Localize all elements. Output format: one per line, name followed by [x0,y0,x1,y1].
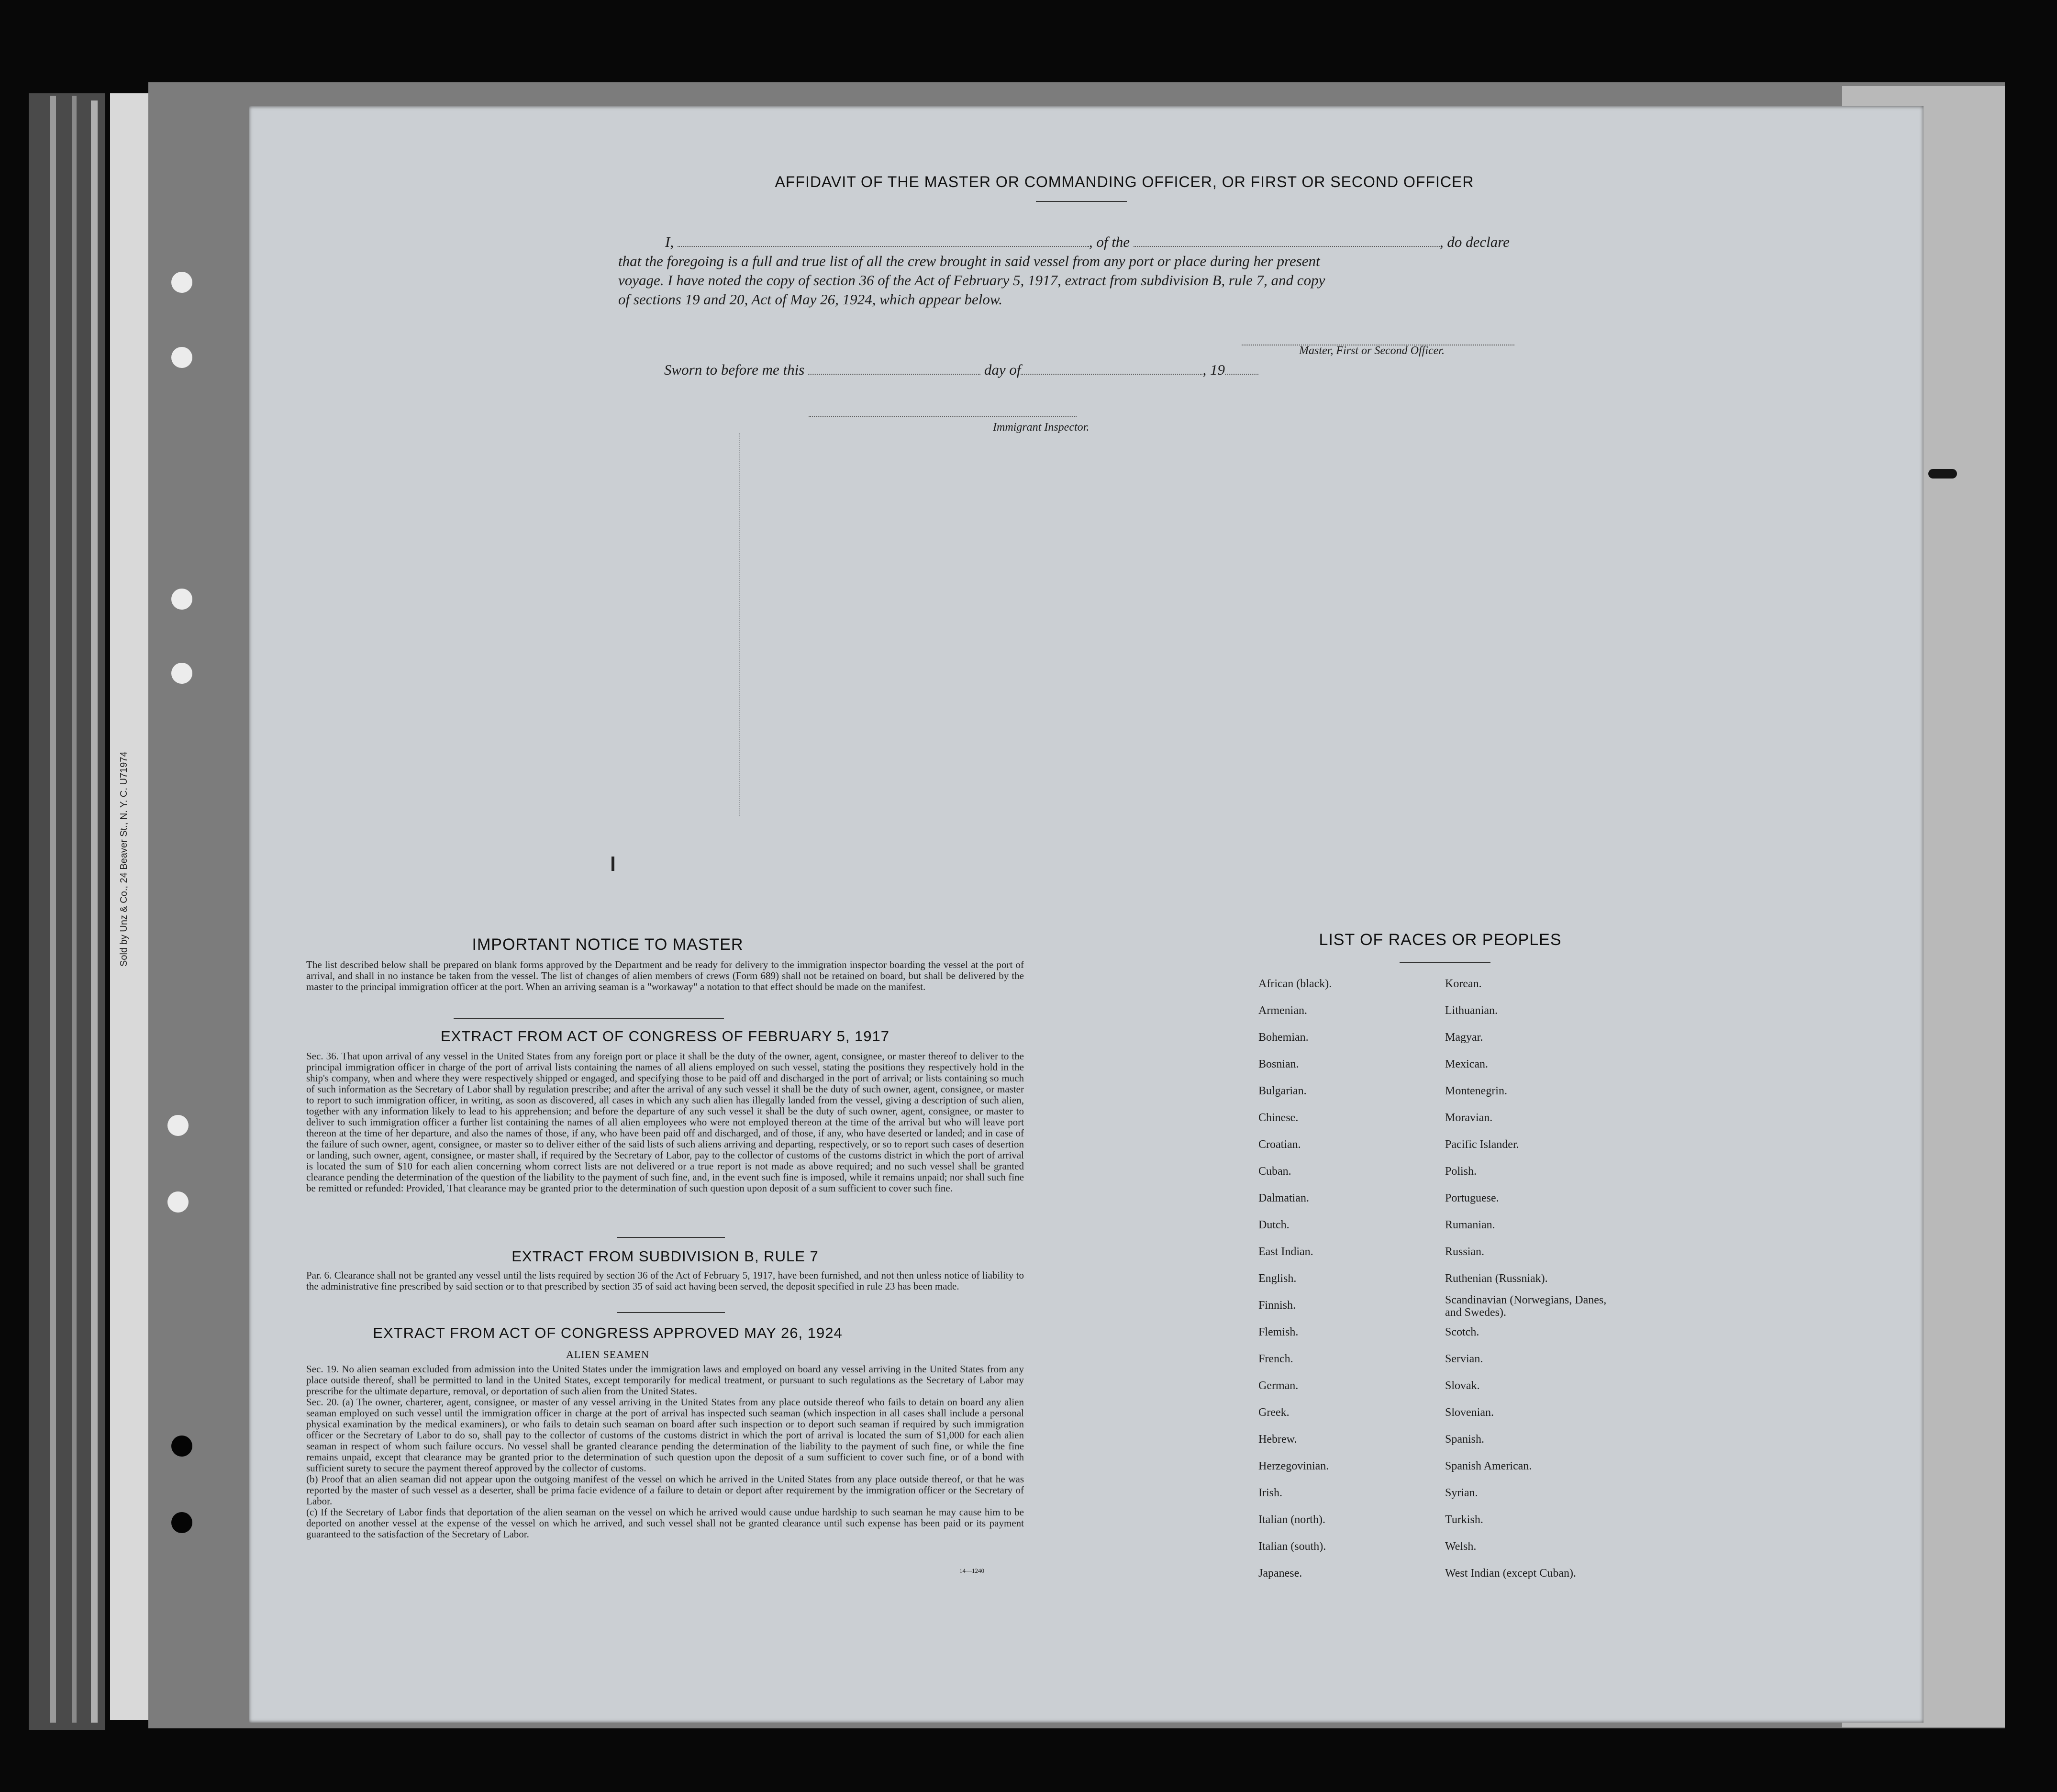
race-item: Ruthenian (Russniak). [1445,1272,1548,1285]
year-label: , 19 [1202,361,1225,378]
section-20b-text: (b) Proof that an alien seaman did not appear upon the outgoing manifest of the vessel on which he arrived in the United States from any place outside thereof, or that he was reported by the master of such vessel as a deserter, shall be prima facie evidence of a failure to detain or deport after requirement by the immigration officer or the Secretary of Labor. [306,1473,1024,1507]
section-rule [617,1312,725,1313]
race-item: West Indian (except Cuban). [1445,1567,1576,1580]
races-column-1 [1258,970,1332,1587]
faint-trace [739,433,740,816]
affidavit-line-1 [665,234,1510,251]
race-item: Herzegovinian. [1258,1460,1329,1472]
year-blank [1225,364,1258,375]
day-of-label: day of [984,361,1021,378]
race-item: Greek. [1258,1406,1290,1419]
race-item: Pacific Islander. [1445,1138,1519,1151]
extract-1917-text: Sec. 36. That upon arrival of any vessel in the United States from any foreign port or place it shall be the duty of the owner, agent, consignee, or master thereof to deliver to the principal immigration officer in charge of the port of arrival lists containing the names of all aliens employed on such vessel, stating the positions they respectively hold in the ship's company, when and where they were respectively shipped or engaged, and specifying those to be paid off and discharged in the port of arrival; or lists containing so much of such information as the Secretary of Labor shall by regulation prescribe; and after the arrival of any such vessel it shall be the duty of such owner, agent, consignee, or master to report to such immigration officer, in writing, as soon as discovered, all cases in which any such alien has illegally landed from the vessel, giving a description of such alien, together with any information likely to lead to his apprehension; and before the departure of any such vessel it shall be the duty of such owner, agent, consignee, or master to deliver to such immigration officer a further list containing the names of all alien employees who were not employed thereon at the time of the arrival but who will leave port thereon at the time of her departure, and also the names of those, if any, who have been paid off and discharged, and of those, if any, who have deserted or landed; and in case of the failure of such owner, agent, consignee, or master so to deliver either of the said lists of such aliens arriving and departing, respectively, or so to report such cases of desertion or landing, such owner, agent, consignee, or master shall, if required by the Secretary of Labor, pay to the collector of customs of the customs district in which the port of arrival is located the sum of $10 for each alien concerning whom correct lists are not delivered or a true report is not made as above required; and no such vessel shall be granted clearance pending the determination of the question of the liability to the payment of such fine, and, in the event such fine is imposed, while it remains unpaid; nor shall such fine be remitted or refunded: Provided, That clearance may be granted prior to the determination of such question upon deposit of a sum sufficient to cover such fine. [306,1050,1024,1194]
race-item: Japanese. [1258,1567,1302,1580]
affidavit-line-4: of sections 19 and 20, Act of May 26, 1924, which appear below. [618,291,1003,308]
binder-clip [1928,469,1957,479]
race-item: Welsh. [1445,1540,1477,1553]
affidavit-line-3: voyage. I have noted the copy of section 36 of the Act of February 5, 1917, extract from subdivision B, rule 7, and copy [618,272,1325,289]
races-heading: LIST OF RACES OR PEOPLES [1319,931,1562,949]
extract-1924-heading: EXTRACT FROM ACT OF CONGRESS APPROVED MAY 26, 1924 [373,1325,843,1341]
vessel-blank [1134,236,1440,247]
race-item: Syrian. [1445,1487,1478,1499]
affidavit-heading: AFFIDAVIT OF THE MASTER OR COMMANDING OFFICER, OR FIRST OR SECOND OFFICER [775,173,1474,190]
race-item: Dutch. [1258,1219,1290,1231]
race-item: Chinese. [1258,1112,1299,1124]
month-blank [1021,364,1202,375]
race-item: Italian (north). [1258,1514,1325,1526]
name-blank [678,236,1089,247]
race-item: Russian. [1445,1246,1485,1258]
race-item: Hebrew. [1258,1433,1297,1446]
race-item: Mexican. [1445,1058,1488,1070]
race-item: Finnish. [1258,1299,1296,1312]
race-item: Slovenian. [1445,1406,1494,1419]
extract-1924-text [306,1364,1024,1540]
affidavit-i: I, [665,234,674,250]
race-item: Irish. [1258,1487,1282,1499]
race-item: Spanish. [1445,1433,1485,1446]
race-item: Croatian. [1258,1138,1301,1151]
race-item: Dalmatian. [1258,1192,1309,1204]
binder-hole [167,1191,189,1213]
printer-imprint: Sold by Unz & Co., 24 Beaver St., N. Y. C. U71974 [119,751,129,967]
day-blank [808,364,980,375]
race-item: English. [1258,1272,1297,1285]
race-item: Slovak. [1445,1380,1480,1392]
alien-seamen-subheading: ALIEN SEAMEN [566,1348,649,1360]
page-edge-line [72,96,77,1723]
extract-1917-heading: EXTRACT FROM ACT OF CONGRESS OF FEBRUARY 5, 1917 [440,1028,890,1045]
heading-rule [1036,201,1127,202]
race-item: Spanish American. [1445,1460,1532,1472]
race-item: Montenegrin. [1445,1085,1507,1097]
section-20a-text: Sec. 20. (a) The owner, charterer, agent, consignee, or master of any vessel arriving in the United States from any place outside thereof who fails to detain on board any alien seaman employed on such vessel until the immigration officer in charge at the port of arrival has inspected such seaman (which inspection in all cases shall include a personal physical examination by the medical examiners), or who fails to detain such seaman on board after such inspection or to deport such seaman if required by such immigration officer or the Secretary of Labor to do so, shall pay to the collector of customs of the customs district in which the port of arrival is located the sum of $1,000 for each alien seaman in respect of whom such failure occurs. No vessel shall be granted clearance pending the determination of the liability to the payment of such fine, or while the fine remains unpaid, except that clearance may be granted prior to the determination of such question upon the deposit of a sum sufficient to cover such fine, or of a bond with sufficient surety to secure the payment thereof approved by the collector of customs. [306,1396,1024,1474]
race-item: Italian (south). [1258,1540,1326,1553]
races-column-2 [1445,970,1617,1587]
race-item: Bohemian. [1258,1031,1309,1044]
race-item: Polish. [1445,1165,1477,1178]
sworn-label: Sworn to before me this [664,361,805,378]
inspector-signature-blank [809,407,1077,417]
race-item: Turkish. [1445,1514,1483,1526]
extract-rule7-text: Par. 6. Clearance shall not be granted any vessel until the lists required by section 36 of the Act of February 5, 1917, have been furnished, and not then unless notice of liability to the administrative fine prescribed by said section or to that prescribed by section 35 of said act having been served, the deposit specified in rule 23 has been made. [306,1269,1024,1292]
race-item: Magyar. [1445,1031,1483,1044]
race-item: Servian. [1445,1353,1483,1365]
heading-rule [1400,962,1490,963]
pen-mark [612,857,614,871]
form-number: 14—1240 [959,1567,984,1574]
page-edge-line [91,100,98,1723]
section-20c-text: (c) If the Secretary of Labor finds that deportation of the alien seaman on the vessel on which he arrived would cause undue hardship to such seaman he may cause him to be deported on another vessel at the expense of the vessel on which he arrived, and such vessel shall not be granted clearance until such expense has been paid or its payment guaranteed to the satisfaction of the Secretary of Labor. [306,1506,1024,1540]
binder-hole [171,1436,192,1457]
section-19-text: Sec. 19. No alien seaman excluded from admission into the United States under the immigration laws and employed on board any vessel arriving in the United States from any place outside thereof, shall be permitted to land in the United States, except temporarily for medical treatment, or pursuant to such regulations as the Secretary of Labor may prescribe for the ultimate departure, removal, or deportation of such alien from the United States. [306,1363,1024,1397]
race-item: Bosnian. [1258,1058,1299,1070]
race-item: Portuguese. [1445,1192,1499,1204]
section-rule [454,1018,724,1019]
notice-text: The list described below shall be prepared on blank forms approved by the Department and be ready for delivery to the immigration inspector boarding the vessel at the port of arrival, and shall in no instance be taken from the vessel. The list of changes of alien members of crews (Form 689) shall not be retained on board, but shall be delivered by the master to the principal immigration officer at the port. When an arriving seaman is a "workaway" a notation to that effect should be made on the manifest. [306,959,1024,992]
race-item: Moravian. [1445,1112,1493,1124]
master-signature-blank [1242,335,1514,345]
race-item: Scotch. [1445,1326,1479,1338]
race-item: Scandinavian (Norwegians, Danes, and Swedes). [1445,1294,1607,1319]
binder-hole [171,272,192,293]
binder-hole [171,347,192,368]
race-item: Korean. [1445,978,1482,990]
notice-heading: IMPORTANT NOTICE TO MASTER [472,935,744,954]
master-caption: Master, First or Second Officer. [1299,345,1445,357]
race-item: Armenian. [1258,1004,1307,1017]
binder-hole [167,1115,189,1136]
binder-hole [171,589,192,610]
race-item: German. [1258,1380,1299,1392]
sworn-line [664,361,1258,378]
inspector-caption: Immigrant Inspector. [993,421,1090,434]
race-item: East Indian. [1258,1246,1313,1258]
underlying-page [110,93,153,1720]
extract-rule7-heading: EXTRACT FROM SUBDIVISION B, RULE 7 [511,1248,819,1265]
affidavit-declare: , do declare [1439,234,1510,250]
page-edge-line [50,96,56,1723]
section-rule [617,1237,725,1238]
race-item: French. [1258,1353,1293,1365]
binder-hole [171,663,192,684]
race-item: African (black). [1258,978,1332,990]
binder-hole [171,1512,192,1533]
affidavit-line-2: that the foregoing is a full and true list of all the crew brought in said vessel from any port or place during her present [618,253,1320,269]
affidavit-of-the: , of the [1089,234,1130,250]
race-item: Cuban. [1258,1165,1291,1178]
race-item: Lithuanian. [1445,1004,1498,1017]
race-item: Flemish. [1258,1326,1299,1338]
race-item: Rumanian. [1445,1219,1495,1231]
race-item: Bulgarian. [1258,1085,1307,1097]
